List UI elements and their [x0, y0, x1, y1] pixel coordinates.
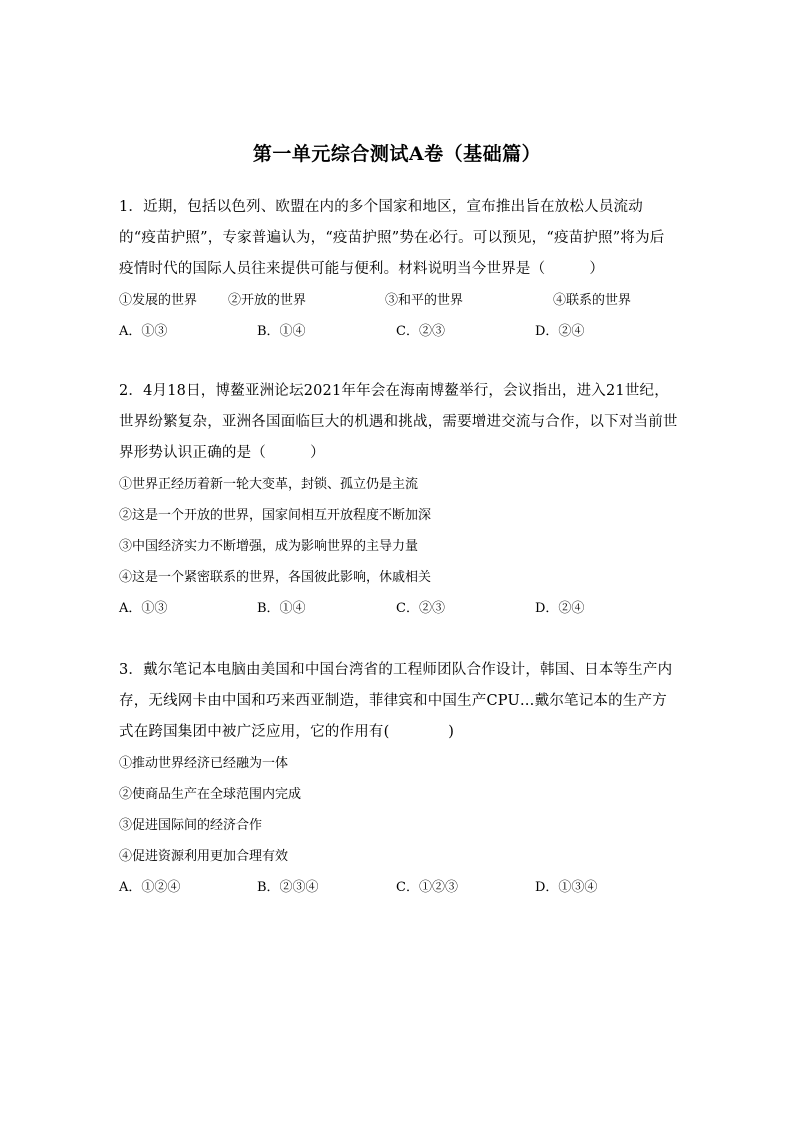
choice-b[interactable]: B．①④: [257, 601, 306, 616]
choice-b[interactable]: B．①④: [257, 324, 306, 339]
choice-d[interactable]: D．①③④: [535, 880, 598, 895]
statement-item: ④促进资源利用更加合理有效: [119, 849, 289, 864]
statement-item: ③中国经济实力不断增强，成为影响世界的主导力量: [119, 539, 419, 554]
choice-a[interactable]: A．①③: [119, 324, 168, 339]
choice-d[interactable]: D．②④: [535, 601, 585, 616]
statement-item: ②使商品生产在全球范围内完成: [119, 787, 302, 802]
question-2: [119, 376, 679, 624]
statement-item: ①推动世界经济已经融为一体: [119, 756, 289, 771]
statement-item: ③促进国际间的经济合作: [119, 818, 263, 833]
statement-item: ①发展的世界: [119, 293, 198, 308]
answer-choices: [119, 593, 679, 624]
choice-c[interactable]: C．①②③: [396, 880, 458, 895]
choice-a[interactable]: A．①③: [119, 601, 168, 616]
page-title: 第一单元综合测试A卷（基础篇）: [252, 143, 542, 165]
question-stem: 3．戴尔笔记本电脑由美国和中国台湾省的工程师团队合作设计，韩国、日本等生产内存，无线网卡由中国和巧来西亚制造，菲律宾和中国生产CPU…戴尔笔记本的生产方式在跨国集团中被广泛应用，它的作用有( ): [119, 662, 673, 740]
statement-item: ④这是一个紧密联系的世界，各国彼此影响，休戚相关: [119, 570, 432, 585]
answer-choices: [119, 316, 679, 347]
statement-item: ④联系的世界: [553, 293, 632, 308]
question-1: [119, 192, 679, 347]
choice-d[interactable]: D．②④: [535, 324, 585, 339]
question-3: [119, 655, 679, 903]
question-stem: 1．近期，包括以色列、欧盟在内的多个国家和地区，宣布推出旨在放松人员流动的“疫苗护照”，专家普遍认为，“疫苗护照”势在必行。可以预见，“疫苗护照”将为后疫情时代的国际人员往来提供可能与便利。材料说明当今世界是（ ）: [119, 199, 665, 277]
statement-item: ②这是一个开放的世界，国家间相互开放程度不断加深: [119, 508, 432, 523]
statement-item: ②开放的世界: [228, 293, 307, 308]
question-stem: 2．4月18日，博鳌亚洲论坛2021年年会在海南博鳌举行，会议指出，进入21世纪，世界纷繁复杂，亚洲各国面临巨大的机遇和挑战，需要增进交流与合作，以下对当前世界形势认识正确的是（ ）: [119, 383, 678, 461]
statement-item: ③和平的世界: [385, 293, 464, 308]
statement-item: ①世界正经历着新一轮大变革，封锁、孤立仍是主流: [119, 477, 419, 492]
choice-b[interactable]: B．②③④: [257, 880, 319, 895]
answer-choices: [119, 872, 679, 903]
statement-row: [119, 285, 679, 316]
choice-c[interactable]: C．②③: [396, 601, 445, 616]
choice-c[interactable]: C．②③: [396, 324, 445, 339]
choice-a[interactable]: A．①②④: [119, 880, 181, 895]
